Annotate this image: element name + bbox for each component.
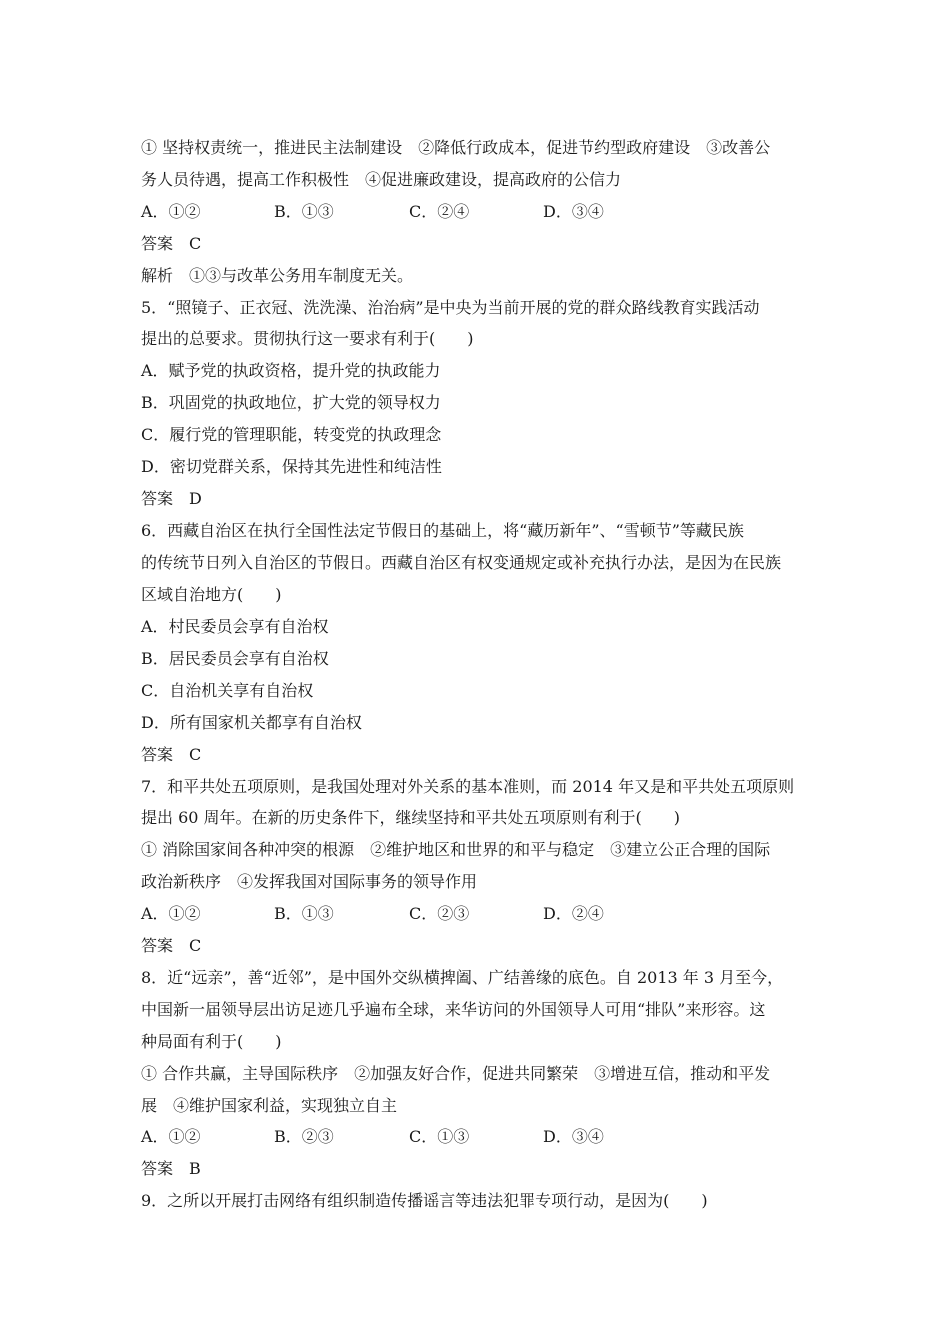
q5-stem-line-2: 提出的总要求。贯彻执行这一要求有利于( ) xyxy=(141,329,474,348)
q5-option-b: B．巩固党的执政地位，扩大党的领导权力 xyxy=(141,393,441,412)
q6-option-b: B．居民委员会享有自治权 xyxy=(141,649,329,668)
q7-stem-line-1: 7．和平共处五项原则，是我国处理对外关系的基本准则，而 2014 年又是和平共处五项原则 xyxy=(141,777,795,796)
q4-answer: 答案 C xyxy=(141,234,202,253)
q8-option-d: D．③④ xyxy=(543,1127,604,1146)
q6-option-d: D．所有国家机关都享有自治权 xyxy=(141,713,362,732)
q4-statement-line-2: 务人员待遇，提高工作积极性 ④促进廉政建设，提高政府的公信力 xyxy=(141,170,622,189)
q6-stem-line-3: 区域自治地方( ) xyxy=(141,585,282,604)
q8-answer: 答案 B xyxy=(141,1159,201,1178)
q5-option-a: A．赋予党的执政资格，提升党的执政能力 xyxy=(141,361,441,380)
q4-option-a: A．①② xyxy=(141,202,201,221)
q6-option-c: C．自治机关享有自治权 xyxy=(141,681,314,700)
q7-option-a: A．①② xyxy=(141,904,201,923)
q7-answer: 答案 C xyxy=(141,936,202,955)
q8-statement-line-1: ① 合作共赢，主导国际秩序 ②加强友好合作，促进共同繁荣 ③增进互信，推动和平发 xyxy=(141,1064,771,1083)
q6-stem-line-2: 的传统节日列入自治区的节假日。西藏自治区有权变通规定或补充执行办法，是因为在民族 xyxy=(141,553,782,572)
q6-answer: 答案 C xyxy=(141,745,202,764)
q8-statement-line-2: 展 ④维护国家利益，实现独立自主 xyxy=(141,1096,398,1115)
q5-answer: 答案 D xyxy=(141,489,202,508)
q7-option-b: B．①③ xyxy=(274,904,334,923)
q5-stem-line-1: 5．“照镜子、正衣冠、洗洗澡、治治病”是中央为当前开展的党的群众路线教育实践活动 xyxy=(141,298,760,317)
q6-stem-line-1: 6．西藏自治区在执行全国性法定节假日的基础上，将“藏历新年”、“雪顿节”等藏民族 xyxy=(141,521,744,540)
q7-option-c: C．②③ xyxy=(409,904,470,923)
q6-option-a: A．村民委员会享有自治权 xyxy=(141,617,329,636)
q7-statement-line-2: 政治新秩序 ④发挥我国对国际事务的领导作用 xyxy=(141,872,478,891)
q9-stem-line-1: 9．之所以开展打击网络有组织制造传播谣言等违法犯罪专项行动，是因为( ) xyxy=(141,1191,708,1210)
q7-statement-line-1: ① 消除国家间各种冲突的根源 ②维护地区和世界的和平与稳定 ③建立公正合理的国际 xyxy=(141,840,771,859)
q8-stem-line-3: 种局面有利于( ) xyxy=(141,1032,282,1051)
q5-option-d: D．密切党群关系，保持其先进性和纯洁性 xyxy=(141,457,442,476)
q8-option-a: A．①② xyxy=(141,1127,201,1146)
q7-options xyxy=(141,904,841,924)
q4-option-b: B．①③ xyxy=(274,202,334,221)
q8-options xyxy=(141,1127,841,1147)
q7-option-d: D．②④ xyxy=(543,904,604,923)
q8-option-b: B．②③ xyxy=(274,1127,334,1146)
q4-option-c: C．②④ xyxy=(409,202,470,221)
q4-options xyxy=(141,202,841,222)
q4-option-d: D．③④ xyxy=(543,202,604,221)
q7-stem-line-2: 提出 60 周年。在新的历史条件下，继续坚持和平共处五项原则有利于( ) xyxy=(141,808,681,827)
q5-option-c: C．履行党的管理职能，转变党的执政理念 xyxy=(141,425,442,444)
q4-analysis: 解析 ①③与改革公务用车制度无关。 xyxy=(141,266,414,285)
q8-option-c: C．①③ xyxy=(409,1127,470,1146)
q4-statement-line-1: ① 坚持权责统一，推进民主法制建设 ②降低行政成本，促进节约型政府建设 ③改善公 xyxy=(141,138,771,157)
q8-stem-line-1: 8．近“远亲”，善“近邻”，是中国外交纵横捭阖、广结善缘的底色。自 2013 年 3 月至今， xyxy=(141,968,784,987)
q8-stem-line-2: 中国新一届领导层出访足迹几乎遍布全球，来华访问的外国领导人可用“排队”来形容。这 xyxy=(141,1000,766,1019)
